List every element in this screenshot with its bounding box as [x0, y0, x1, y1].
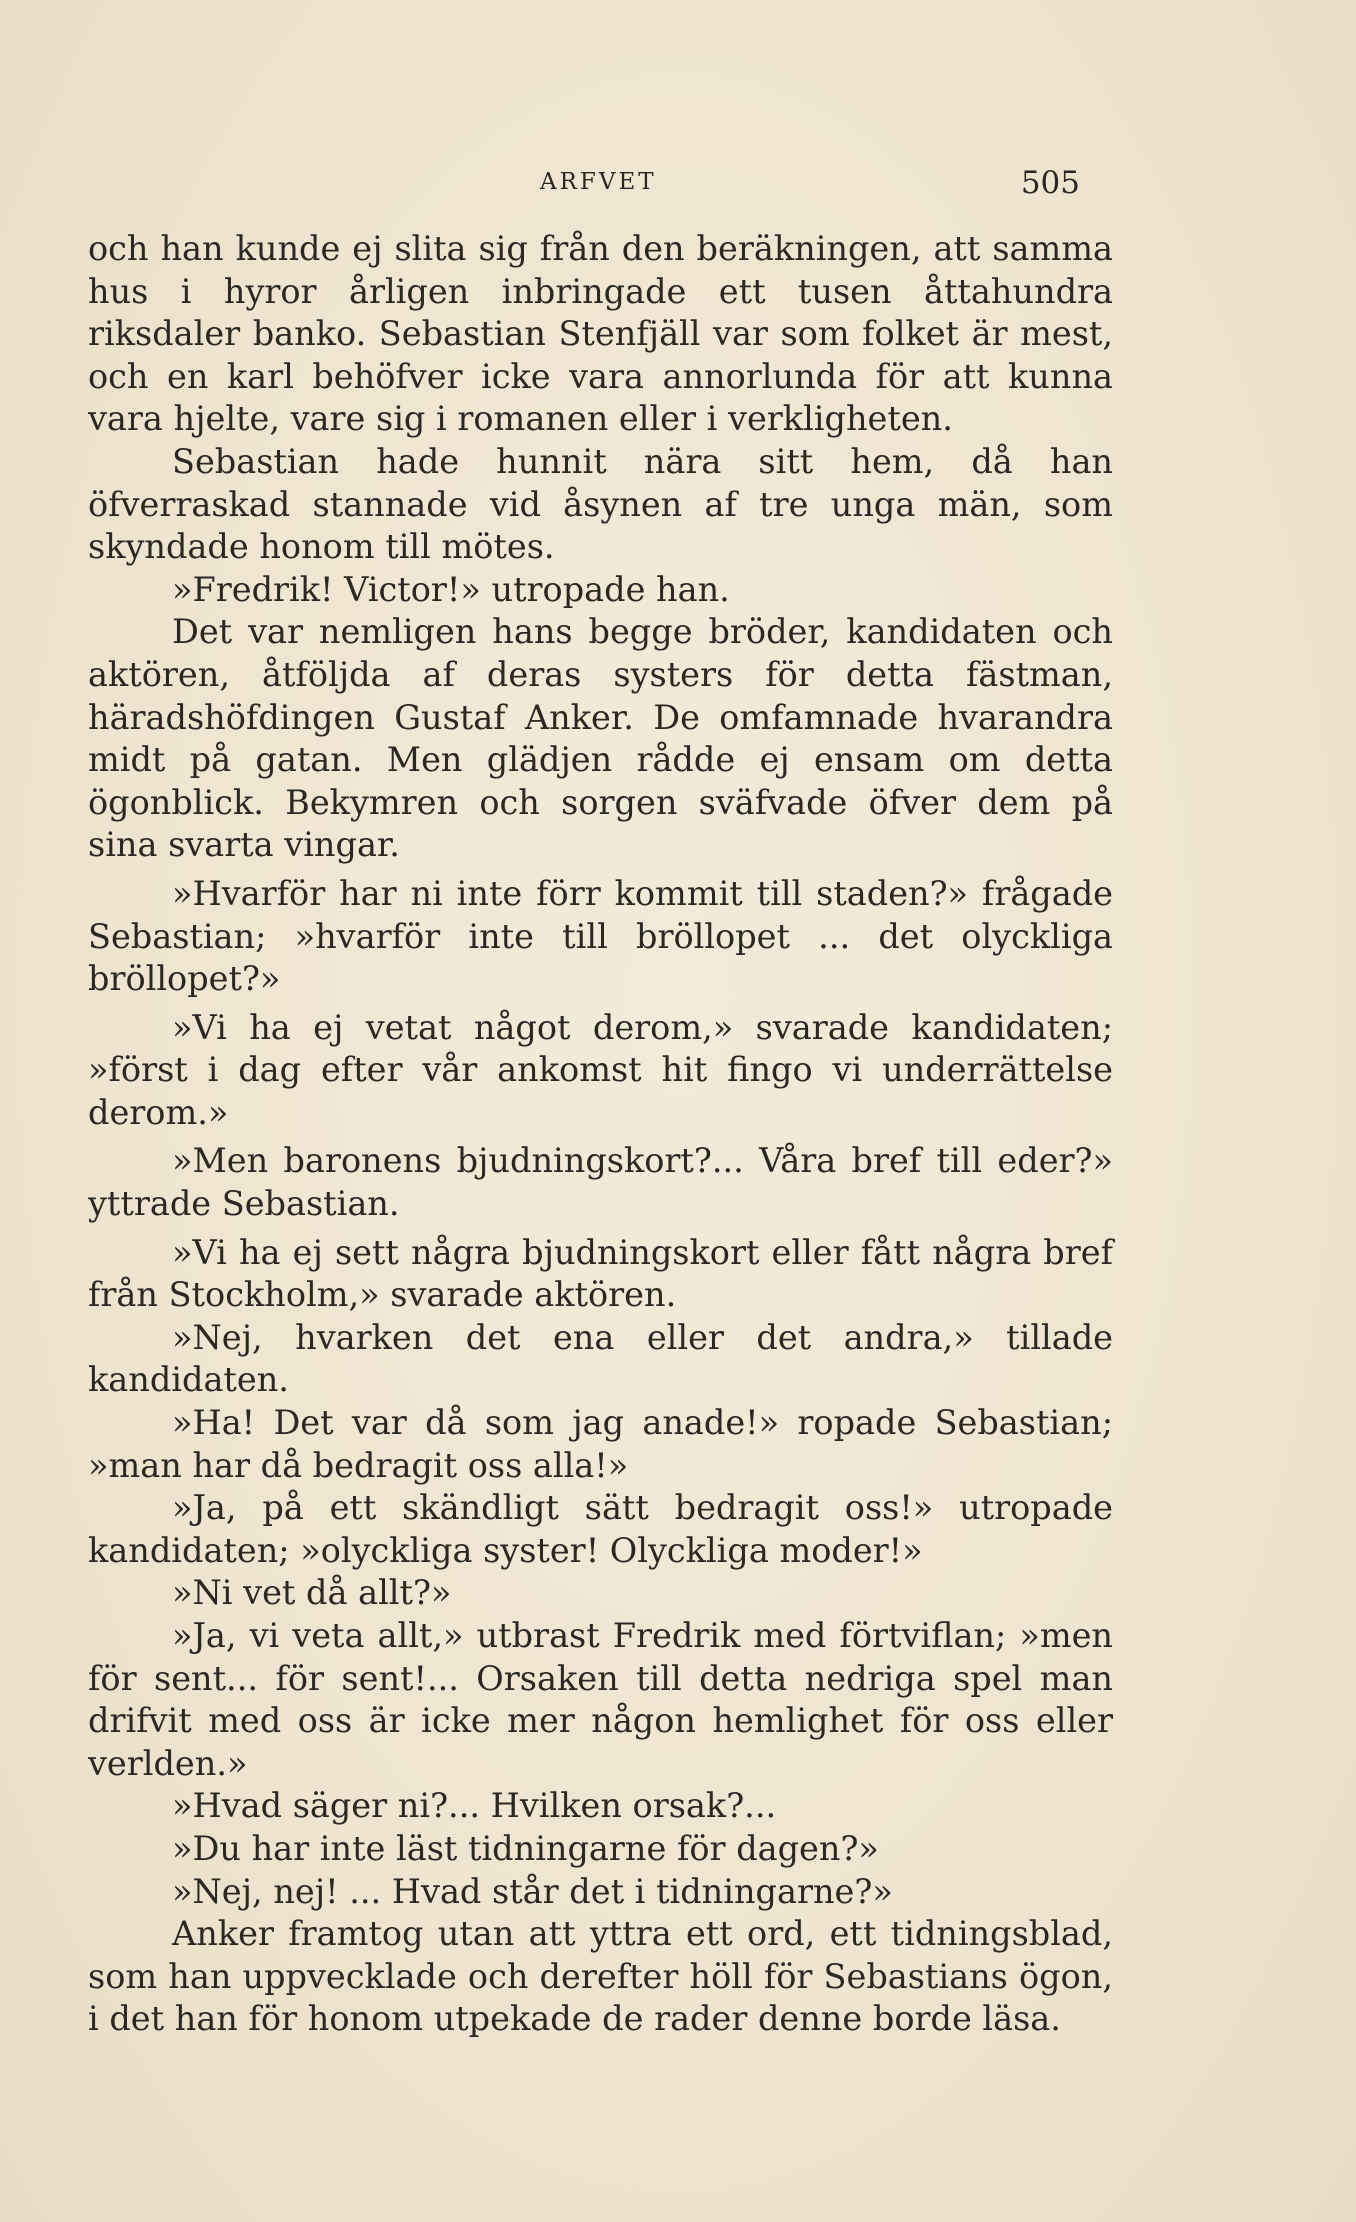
paragraph: »Fredrik! Victor!» utropade han. — [172, 569, 730, 609]
page-number: 505 — [1020, 165, 1080, 201]
paragraph: och han kunde ej slita sig från den beräkningen, att samma hus i hyror årligen inbringade ett tusen åttahundra riksdaler banko. Sebastian Stenfjäll var som folket är mest, och en karl behöfver icke vara annorlunda för att kunna vara hjelte, vare sig i romanen eller i verkligheten. — [88, 229, 1113, 439]
paragraph: »Vi ha ej vetat något derom,» svarade kandidaten; »först i dag efter vår ankomst hit fingo vi underrättelse derom.» — [88, 1007, 1113, 1132]
body-text — [88, 228, 1113, 2041]
paragraph: »Nej, nej! ... Hvad står det i tidningarne?» — [172, 1871, 893, 1911]
paragraph: Anker framtog utan att yttra ett ord, ett tidningsblad, som han uppvecklade och derefter höll för Sebastians ögon, i det han för honom utpekade de rader denne borde läsa. — [88, 1914, 1113, 2039]
paragraph: »Ha! Det var då som jag anade!» ropade Sebastian; »man har då bedragit oss alla!» — [88, 1403, 1113, 1485]
running-title: ARFVET — [540, 169, 657, 195]
paragraph: »Ja, vi veta allt,» utbrast Fredrik med förtviflan; »men för sent... för sent!... Orsaken till detta nedriga spel man drifvit med oss är icke mer någon hemlighet för oss eller verlden.» — [88, 1616, 1113, 1783]
paragraph: »Ja, på ett skändligt sätt bedragit oss!» utropade kandidaten; »olyckliga syster! Olyckliga moder!» — [88, 1488, 1113, 1570]
page-header — [88, 165, 1080, 205]
paragraph: »Vi ha ej sett några bjudningskort eller fått några bref från Stockholm,» svarade aktören. — [88, 1232, 1113, 1315]
paragraph: »Nej, hvarken det ena eller det andra,» tillade kandidaten. — [88, 1317, 1113, 1400]
paragraph: Sebastian hade hunnit nära sitt hem, då han öfverraskad stannade vid åsynen af tre unga män, som skyndade honom till mötes. — [88, 441, 1113, 567]
paragraph: »Men baronens bjudningskort?... Våra bref till eder?» yttrade Sebastian. — [88, 1141, 1113, 1224]
paragraph: »Hvarför har ni inte förr kommit till staden?» frågade Sebastian; »hvarför inte till bröllopet ... det olyckliga bröllopet?» — [88, 873, 1113, 999]
paragraph: »Ni vet då allt?» — [172, 1573, 452, 1613]
paragraph: Det var nemligen hans begge bröder, kandidaten och aktören, åtföljda af deras systers för detta fästman, häradshöfdingen Gustaf Anker. De omfamnade hvarandra midt på gatan. Men glädjen rådde ej ensam om detta ögonblick. Bekymren och sorgen sväfvade öfver dem på sina svarta vingar. — [88, 612, 1113, 865]
paragraph: »Du har inte läst tidningarne för dagen?» — [172, 1828, 879, 1868]
paragraph: »Hvad säger ni?... Hvilken orsak?... — [172, 1786, 777, 1826]
